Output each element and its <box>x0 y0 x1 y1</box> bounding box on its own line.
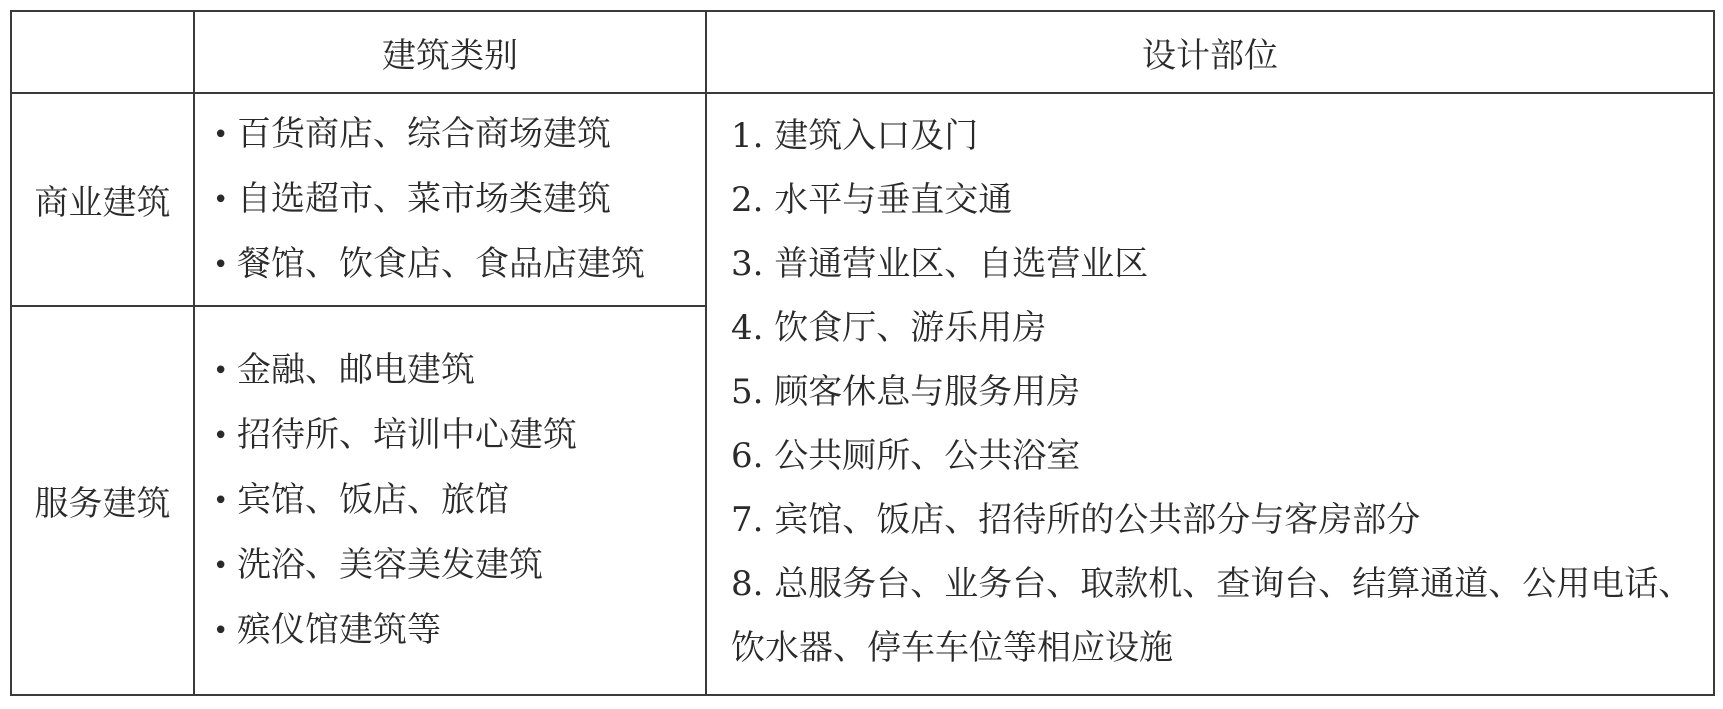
bullet-icon: • <box>213 185 229 215</box>
header-empty <box>11 11 194 93</box>
list-item: • 百货商店、综合商场建筑 <box>213 102 705 167</box>
design-parts-cell <box>706 93 1714 695</box>
items-cell-service <box>194 306 706 695</box>
design-parts-table <box>10 10 1715 696</box>
design-part-item: 4. 饮食厅、游乐用房 <box>731 308 1047 348</box>
header-building-category: 建筑类别 <box>194 11 706 93</box>
category-commercial: 商业建筑 <box>11 93 194 306</box>
items-cell-commercial <box>194 93 706 306</box>
design-part-item: 6. 公共厕所、公共浴室 <box>731 436 1081 476</box>
design-part-item: 5. 顾客休息与服务用房 <box>731 372 1081 412</box>
bullet-icon: • <box>213 486 229 516</box>
bullet-icon: • <box>213 421 229 451</box>
list-item: • 金融、邮电建筑 <box>213 338 705 403</box>
list-item: • 自选超市、菜市场类建筑 <box>213 167 705 232</box>
bullet-icon: • <box>213 356 229 386</box>
design-part-item: 3. 普通营业区、自选营业区 <box>731 244 1149 284</box>
bullet-icon: • <box>213 250 229 280</box>
group-row-commercial <box>11 93 1714 306</box>
design-part-item: 8. 总服务台、业务台、取款机、查询台、结算通道、公用电话、饮水器、停车车位等相应设施 <box>731 564 1693 668</box>
design-part-item: 2. 水平与垂直交通 <box>731 180 1013 220</box>
category-service: 服务建筑 <box>11 306 194 695</box>
header-design-parts: 设计部位 <box>706 11 1714 93</box>
list-item: • 殡仪馆建筑等 <box>213 598 705 663</box>
list-item: • 餐馆、饮食店、食品店建筑 <box>213 232 705 297</box>
design-part-item: 7. 宾馆、饭店、招待所的公共部分与客房部分 <box>731 500 1421 540</box>
design-part-item: 1. 建筑入口及门 <box>731 116 979 156</box>
list-item: • 招待所、培训中心建筑 <box>213 403 705 468</box>
bullet-icon: • <box>213 120 229 150</box>
list-item: • 宾馆、饭店、旅馆 <box>213 468 705 533</box>
bullet-icon: • <box>213 551 229 581</box>
bullet-icon: • <box>213 616 229 646</box>
list-item: • 洗浴、美容美发建筑 <box>213 533 705 598</box>
header-row <box>11 11 1714 93</box>
